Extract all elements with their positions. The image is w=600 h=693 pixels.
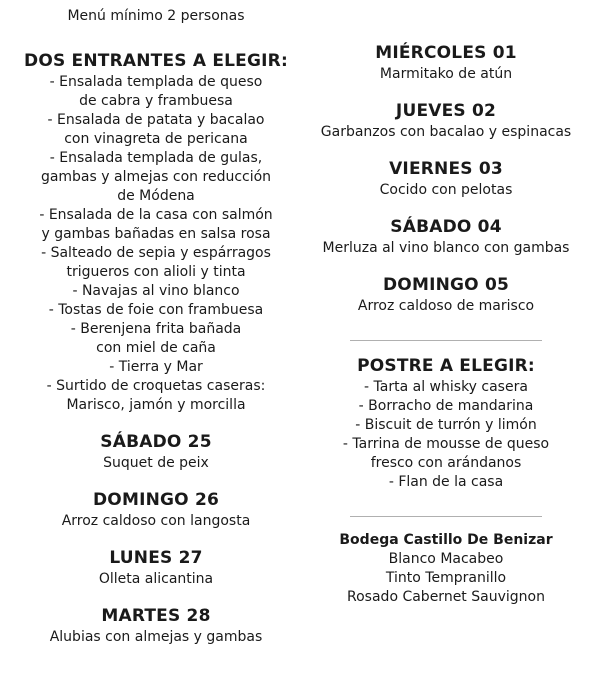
day-dish: Arroz caldoso de marisco [357, 298, 535, 314]
starter-line: gambas y almejas con reducción [40, 169, 272, 185]
day-dish: Suquet de peix [103, 455, 209, 471]
day-title: VIERNES 03 [389, 159, 503, 179]
day-dish: Merluza al vino blanco con gambas [322, 240, 570, 256]
dessert-line: - Flan de la casa [388, 474, 504, 490]
starter-line: - Tierra y Mar [109, 359, 203, 375]
day-block [0, 547, 312, 589]
starter-line: de cabra y frambuesa [79, 93, 233, 109]
starter-line: - Ensalada de patata y bacalao [47, 112, 265, 128]
desserts-title: POSTRE A ELEGIR: [357, 356, 535, 376]
starter-line: - Tostas de foie con frambuesa [48, 302, 264, 318]
starter-line: trigueros con alioli y tinta [66, 264, 246, 280]
day-title: SÁBADO 04 [390, 217, 502, 237]
day-title: SÁBADO 25 [100, 432, 212, 452]
day-dish: Arroz caldoso con langosta [61, 513, 251, 529]
day-dish: Alubias con almejas y gambas [49, 629, 263, 645]
day-dish: Cocido con pelotas [379, 182, 513, 198]
winery-title: Bodega Castillo De Benizar [339, 532, 553, 548]
starter-line: - Navajas al vino blanco [72, 283, 240, 299]
day-dish: Olleta alicantina [98, 571, 214, 587]
starter-line: - Ensalada templada de gulas, [49, 150, 263, 166]
day-block [302, 42, 590, 84]
day-block [302, 158, 590, 200]
day-title: LUNES 27 [109, 548, 203, 568]
starter-line: - Surtido de croquetas caseras: [46, 378, 266, 394]
left-column [0, 0, 312, 647]
day-block [0, 431, 312, 473]
starter-line: Marisco, jamón y morcilla [66, 397, 246, 413]
starter-line: - Ensalada templada de queso [49, 74, 263, 90]
day-title: DOMINGO 26 [92, 490, 219, 510]
wine-line: Rosado Cabernet Sauvignon [347, 589, 545, 605]
desserts-section [302, 355, 590, 492]
day-dish: Garbanzos con bacalao y espinacas [320, 124, 572, 140]
section-divider [350, 516, 542, 517]
day-title: JUEVES 02 [395, 101, 497, 121]
starter-line: de Módena [117, 188, 195, 204]
wine-section [302, 531, 590, 607]
dessert-line: fresco con arándanos [370, 455, 522, 471]
starters-section [0, 50, 312, 415]
day-title: MARTES 28 [101, 606, 211, 626]
starter-line: - Ensalada de la casa con salmón [39, 207, 273, 223]
starter-line: con vinagreta de pericana [64, 131, 248, 147]
day-block [302, 100, 590, 142]
wine-line: Blanco Macabeo [388, 551, 504, 567]
starter-line: con miel de caña [96, 340, 216, 356]
starter-line: y gambas bañadas en salsa rosa [41, 226, 271, 242]
starter-line: - Berenjena frita bañada [70, 321, 242, 337]
dessert-line: - Biscuit de turrón y limón [355, 417, 537, 433]
day-block [302, 274, 590, 316]
dessert-line: - Tarrina de mousse de queso [342, 436, 550, 452]
day-block [0, 605, 312, 647]
minimum-persons-note: Menú mínimo 2 personas [67, 8, 245, 24]
starters-title: DOS ENTRANTES A ELEGIR: [24, 51, 288, 71]
right-column [302, 0, 590, 607]
dessert-line: - Borracho de mandarina [358, 398, 534, 414]
day-block [0, 489, 312, 531]
day-block [302, 216, 590, 258]
day-title: DOMINGO 05 [382, 275, 509, 295]
day-title: MIÉRCOLES 01 [375, 43, 517, 63]
dessert-line: - Tarta al whisky casera [364, 379, 528, 395]
day-dish: Marmitako de atún [379, 66, 513, 82]
starter-line: - Salteado de sepia y espárragos [41, 245, 271, 261]
wine-line: Tinto Tempranillo [385, 570, 507, 586]
section-divider [350, 340, 542, 341]
